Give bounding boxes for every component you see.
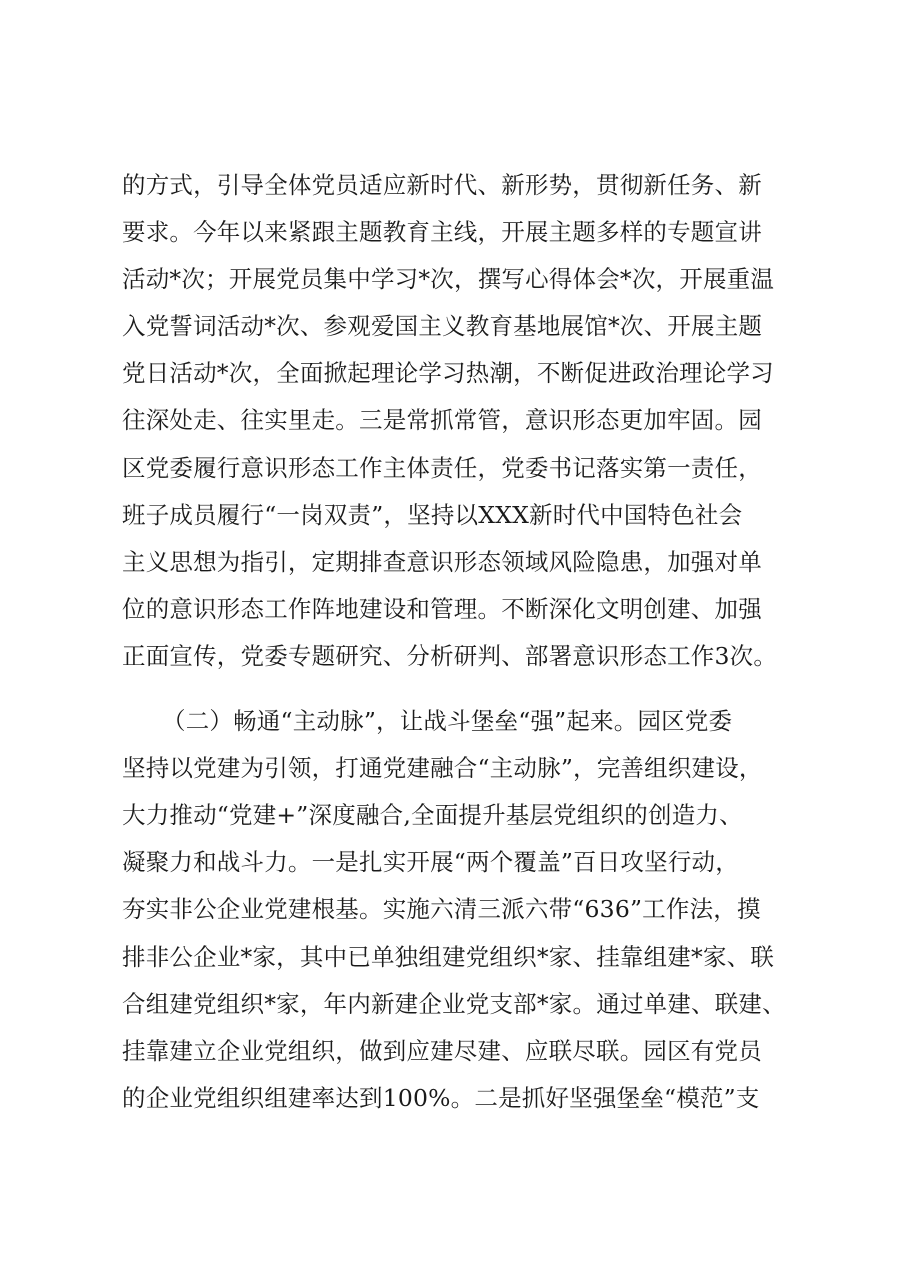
text-line: 凝聚力和战斗力。一是扎实开展“两个覆盖”百日攻坚行动， (122, 848, 739, 877)
text-line: 区党委履行意识形态工作主体责任，党委书记落实第一责任， (122, 453, 762, 482)
paragraph-2 (122, 698, 822, 1122)
text-line: 大力推动“党建+”深度融合,全面提升基层党组织的创造力、 (122, 801, 743, 830)
text-line: 党日活动*次，全面掀起理论学习热潮，不断促进政治理论学习 (122, 359, 774, 388)
paragraph-1 (122, 162, 822, 680)
text-line: 坚持以党建为引领，打通党建融合“主动脉”，完善组织建设， (122, 754, 763, 783)
text-line: 要求。今年以来紧跟主题教育主线，开展主题多样的专题宣讲 (122, 218, 762, 247)
text-line: 正面宣传，党委专题研究、分析研判、部署意识形态工作3次。 (122, 641, 778, 670)
text-line: 往深处走、往实里走。三是常抓常管，意识形态更加牢固。园 (122, 406, 762, 435)
paragraph-gap (122, 680, 822, 698)
text-line: 入党誓词活动*次、参观爱国主义教育基地展馆*次、开展主题 (122, 312, 763, 341)
text-line: 位的意识形态工作阵地建设和管理。不断深化文明创建、加强 (122, 594, 762, 623)
body-text (122, 162, 822, 1122)
text-line: 挂靠建立企业党组织，做到应建尽建、应联尽联。园区有党员 (122, 1036, 762, 1065)
text-line: 夯实非公企业党建根基。实施六清三派六带“636”工作法，摸 (122, 895, 761, 924)
text-line: 排非公企业*家，其中已单独组建党组织*家、挂靠组建*家、联 (122, 942, 775, 971)
text-line: 主义思想为指引，定期排查意识形态领域风险隐患，加强对单 (122, 547, 762, 576)
text-line: 的企业党组织组建率达到100%。二是抓好坚强堡垒“模范”支 (122, 1083, 760, 1112)
text-line: 合组建党组织*家，年内新建企业党支部*家。通过单建、联建、 (122, 989, 786, 1018)
text-line: 班子成员履行“一岗双责”，坚持以XXX新时代中国特色社会 (122, 500, 743, 529)
text-line: 活动*次；开展党员集中学习*次，撰写心得体会*次，开展重温 (122, 265, 775, 294)
text-line: 的方式，引导全体党员适应新时代、新形势，贯彻新任务、新 (122, 171, 762, 199)
text-line: （二）畅通“主动脉”，让战斗堡垒“强”起来。园区党委 (162, 707, 733, 736)
